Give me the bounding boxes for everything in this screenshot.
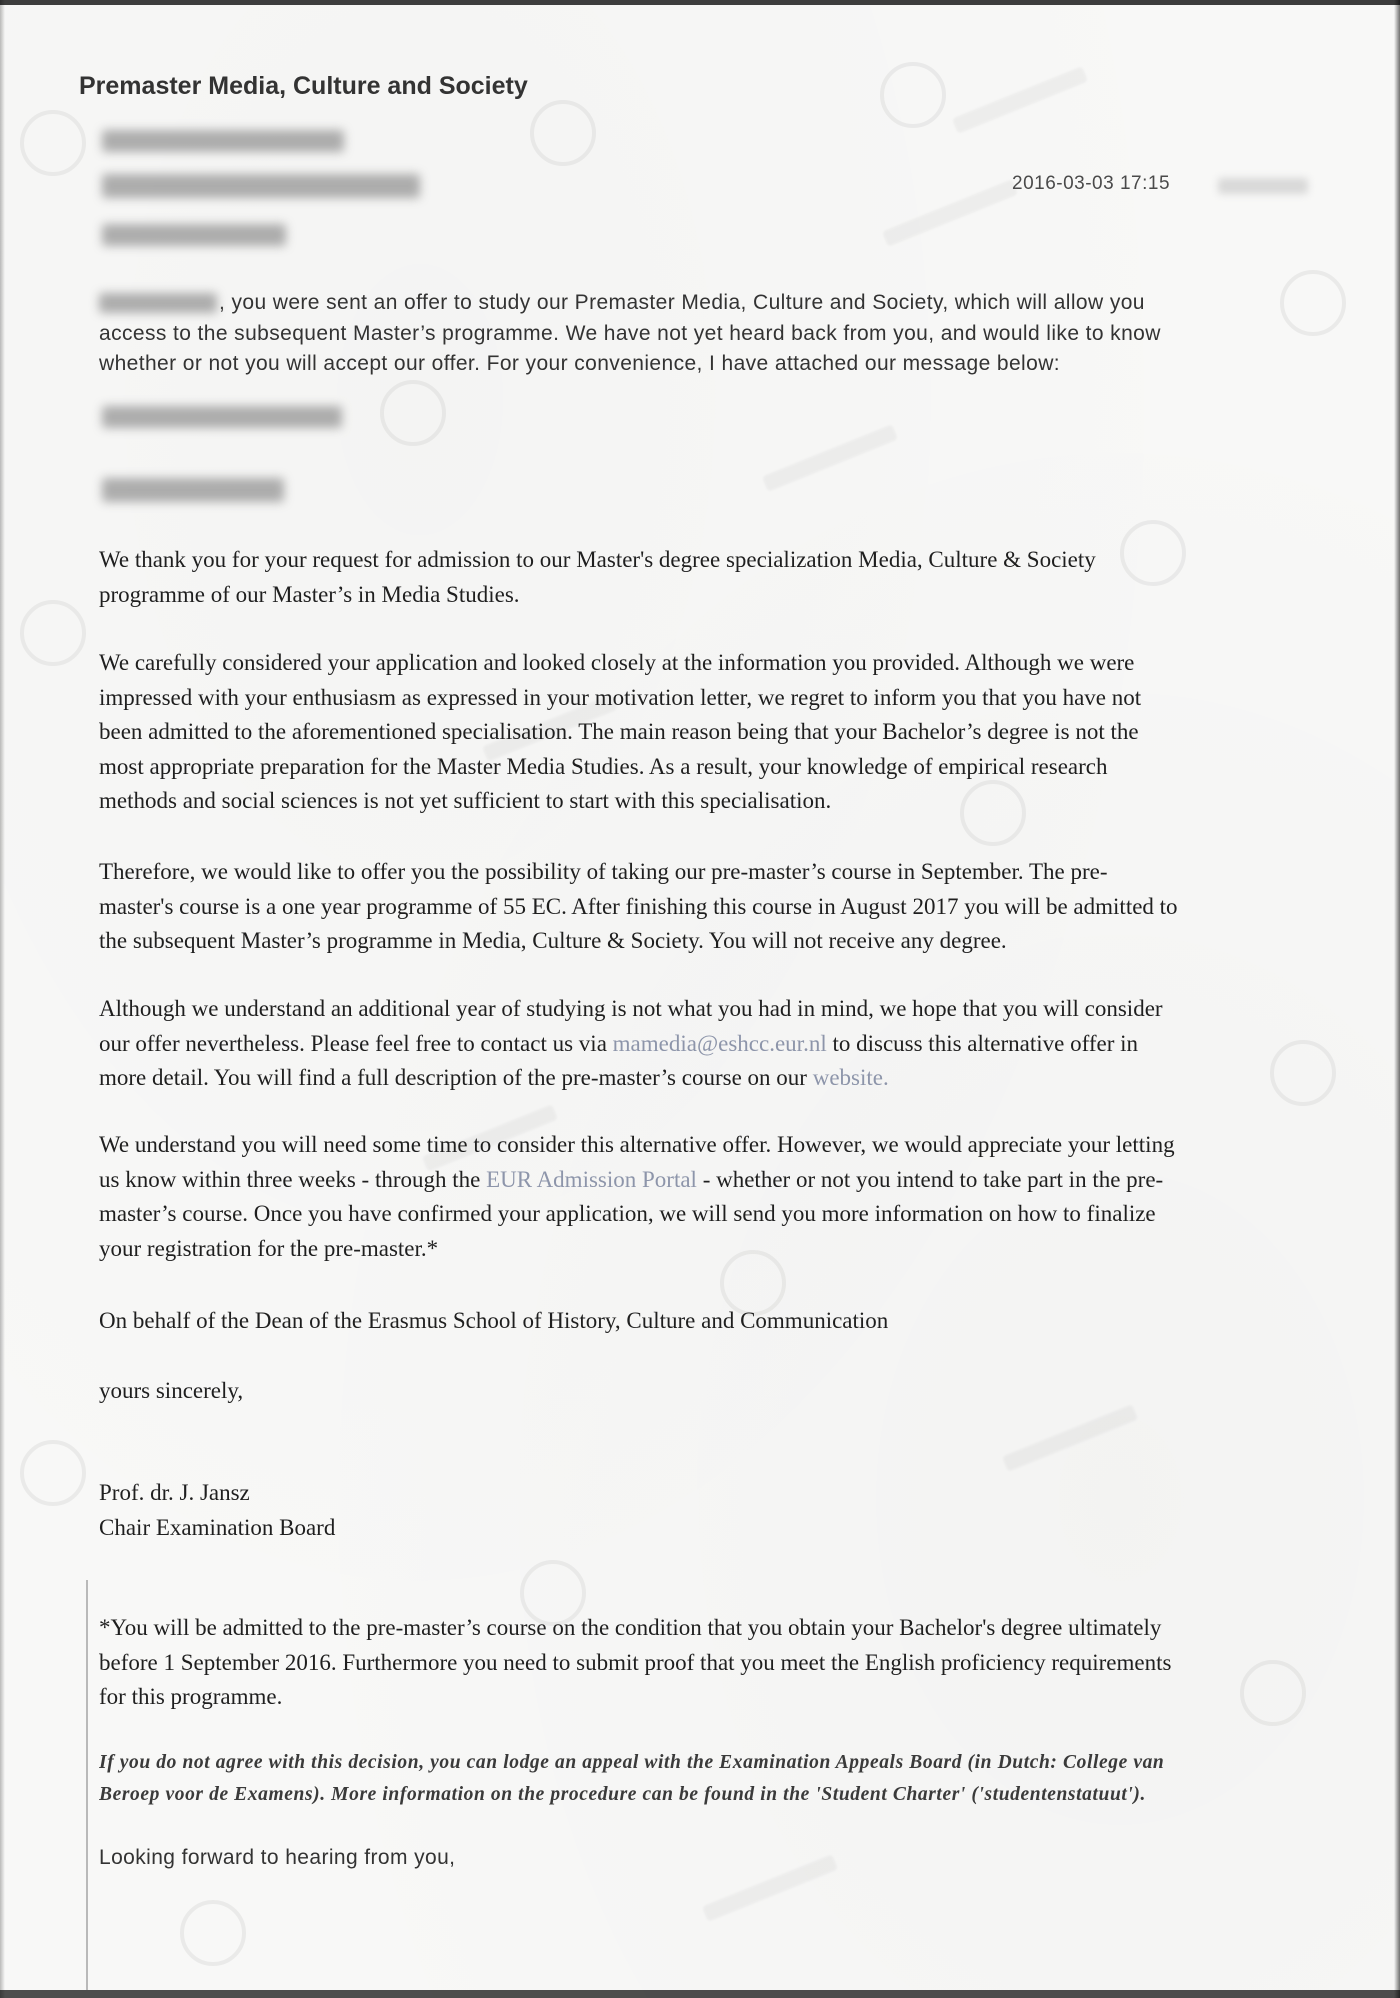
text-line-content: , you were sent an offer to study our Premaster Media, Culture and Society, which will allow you — [219, 291, 1145, 314]
letter-paragraph-4 — [99, 992, 1389, 1096]
watermark-stamp — [20, 1440, 86, 1506]
scan-edge-left — [0, 0, 5, 1998]
signature-block — [99, 1476, 1389, 1545]
text-line — [99, 1163, 1389, 1198]
redacted-details-link — [1218, 178, 1308, 194]
letter-paragraph-2 — [99, 646, 1389, 819]
redacted-sender — [102, 130, 344, 152]
text-line: We carefully considered your application and looked closely at the information you provided. Although we were — [99, 650, 1135, 675]
watermark-stamp — [20, 600, 86, 666]
scan-edge-bottom — [0, 1990, 1400, 1998]
text-line: Although we understand an additional year of studying is not what you had in mind, we hope that you will consider — [99, 996, 1163, 1021]
text-line: master's course is a one year programme of 55 EC. After finishing this course in August 2017 you will be admitted to — [99, 893, 1178, 919]
text-line: most appropriate preparation for the Master Media Studies. As a result, your knowledge of empirical research — [99, 753, 1108, 779]
letter-footnote — [99, 1611, 1389, 1715]
admission-portal-link: EUR Admission Portal — [486, 1166, 697, 1192]
watermark-stamp — [1280, 270, 1346, 336]
text-line: If you do not agree with this decision, you can lodge an appeal with the Examination Appeals Board (in Dutch: College van — [99, 1752, 1165, 1773]
text-line: *You will be admitted to the pre-master’s course on the condition that you obtain your Bachelor's degree ultimately — [99, 1615, 1162, 1640]
text-line: Therefore, we would like to offer you the possibility of taking our pre-master’s course in September. The pre- — [99, 859, 1108, 884]
redacted-name — [99, 293, 217, 313]
watermark-stamp — [762, 424, 898, 491]
text-line: On behalf of the Dean of the Erasmus School of History, Culture and Communication — [99, 1308, 889, 1333]
redacted-quoted-header — [102, 406, 342, 428]
text-line — [99, 1061, 1389, 1096]
signature-title: Chair Examination Board — [99, 1514, 336, 1540]
text-line: methods and social sciences is not yet sufficient to start with this specialisation. — [99, 788, 832, 813]
text-line: Beroep voor de Examens). More information on the procedure can be found in the 'Student Charter' ('studentenstatuut'). — [99, 1784, 1146, 1805]
watermark-stamp — [952, 66, 1088, 133]
website-link: website. — [812, 1065, 889, 1090]
intro-paragraph — [99, 288, 1161, 380]
scan-edge-top — [0, 0, 1400, 5]
text-line: for this programme. — [99, 1684, 283, 1709]
watermark-stamp — [880, 62, 946, 128]
contact-email-link: mamedia@eshcc.eur.nl — [612, 1030, 827, 1056]
redacted-recipient — [102, 174, 420, 198]
text-segment: us know within three weeks - through the — [99, 1166, 487, 1192]
text-line: We understand you will need some time to consider this alternative offer. However, we would appreciate your letting — [99, 1132, 1175, 1157]
letter-paragraph-6 — [99, 1304, 1389, 1339]
text-line: the subsequent Master’s programme in Media, Culture & Society. You will not receive any degree. — [99, 928, 1007, 953]
text-segment: more detail. You will find a full description of the pre-master’s course on our — [99, 1065, 813, 1090]
watermark-stamp — [1002, 1404, 1138, 1471]
text-line: impressed with your enthusiasm as expressed in your motivation letter, we regret to inform you that you have not — [99, 684, 1142, 710]
text-line — [99, 288, 1161, 319]
text-line: master’s course. Once you have confirmed your application, we will send you more information on how to finalize — [99, 1201, 1156, 1226]
watermark-stamp — [20, 110, 86, 176]
signature-name: Prof. dr. J. Jansz — [99, 1480, 250, 1505]
text-line: We thank you for your request for admission to our Master's degree specialization Media, Culture & Society — [99, 547, 1096, 572]
letter-paragraph-5 — [99, 1128, 1389, 1266]
appeal-notice — [99, 1747, 1389, 1811]
text-line: programme of our Master’s in Media Studies. — [99, 581, 520, 607]
text-segment: - whether or not you intend to take part in the pre- — [696, 1166, 1164, 1192]
watermark-stamp — [882, 179, 1018, 246]
text-line: before 1 September 2016. Furthermore you need to submit proof that you meet the English proficiency requirements — [99, 1649, 1172, 1675]
watermark-stamp — [380, 380, 446, 446]
email-date: 2016-03-03 17:15 — [1012, 173, 1171, 194]
letter-paragraph-1 — [99, 543, 1389, 612]
email-sign-off: Looking forward to hearing from you, — [99, 1846, 456, 1869]
redacted-greeting — [102, 224, 286, 246]
watermark-stamp — [180, 1900, 246, 1966]
text-line — [99, 1027, 1389, 1062]
text-segment: to discuss this alternative offer in — [826, 1030, 1139, 1056]
text-line: access to the subsequent Master’s programme. We have not yet heard back from you, and would like to know — [99, 321, 1161, 345]
text-segment: our offer nevertheless. Please feel free to contact us via — [99, 1030, 613, 1056]
text-line: whether or not you will accept our offer. For your convenience, I have attached our message below: — [99, 352, 1060, 375]
watermark-stamp — [702, 1854, 838, 1921]
scan-edge-right — [1394, 0, 1400, 1998]
text-line: your registration for the pre-master.* — [99, 1235, 439, 1261]
redacted-quoted-greeting — [102, 478, 284, 502]
letter-closing — [99, 1374, 1389, 1409]
scan-streak — [86, 1580, 88, 1990]
watermark-stamp — [530, 100, 596, 166]
text-line: been admitted to the aforementioned specialisation. The main reason being that your Bachelor’s degree is not the — [99, 719, 1139, 744]
closing-text: yours sincerely, — [99, 1378, 244, 1403]
email-subject: Premaster Media, Culture and Society — [79, 72, 528, 100]
letter-paragraph-3 — [99, 855, 1389, 959]
